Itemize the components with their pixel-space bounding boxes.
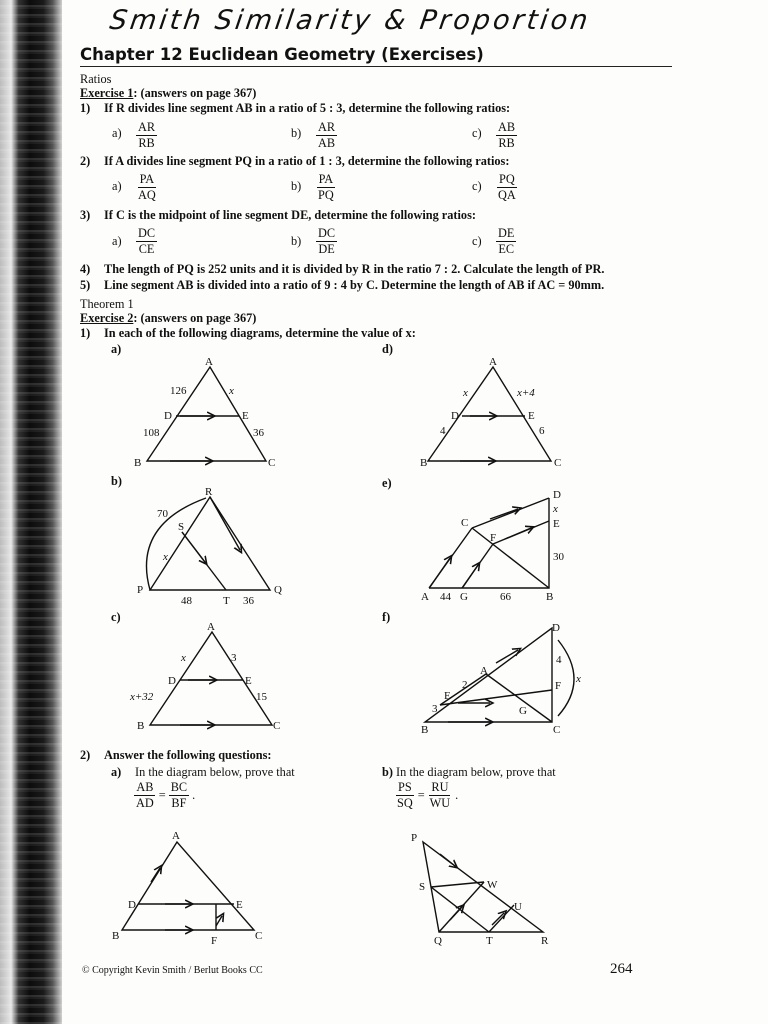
fig-b-length-arc: 70 (157, 508, 168, 520)
diagram-b-label: b) (111, 474, 122, 488)
fig-e-label-D: D (553, 489, 561, 501)
fig-f-label-B: B (421, 724, 429, 736)
fig-d-label-C: C (554, 457, 562, 469)
fig-e-label-B: B (546, 591, 554, 603)
fig-f-length-ea: 2 (462, 679, 468, 691)
fig-2b-label-W: W (487, 879, 498, 891)
fig-d-length-ae: x+4 (517, 387, 535, 399)
fig-b-label-P: P (137, 584, 144, 596)
fig-c-label-E: E (245, 675, 252, 687)
fig-d-length-ad: x (463, 387, 468, 399)
fig-c-label-C: C (273, 720, 281, 732)
ex1-q2: 2) If A divides line segment PQ in a ratio of 1 : 3, determine the following ratios: (80, 154, 510, 168)
fig-f-length-be: 3 (432, 703, 438, 715)
fig-2b-label-T: T (486, 935, 493, 947)
fig-f-label-A: A (480, 665, 488, 677)
ex1-q1-part-label: c) (472, 126, 482, 140)
fig-a-label-C: C (268, 457, 276, 469)
fig-2a-label-A: A (172, 830, 180, 842)
ex1-q2-part-label: b) (291, 179, 302, 193)
fig-2a-label-C: C (255, 930, 263, 942)
fig-f-length-x: x (576, 673, 581, 685)
fig-e-length-ag: 44 (440, 591, 451, 603)
ex1-q1-fraction: $\frac{AB}{RB}$ (498, 120, 516, 150)
fig-b-label-S: S (178, 521, 185, 533)
copyright-footer: © Copyright Kevin Smith / Berlut Books CC (82, 965, 263, 976)
fig-2b-label-U: U (514, 901, 522, 913)
fig-a-length-ec: 36 (253, 427, 264, 439)
theorem-heading: Theorem 1 (80, 297, 134, 311)
fig-2b-label-R: R (541, 935, 549, 947)
fig-c-label-A: A (207, 621, 215, 633)
ex1-q1-part-label: a) (112, 126, 122, 140)
handwritten-title: Smith Similarity & Proportion (107, 5, 593, 36)
ex1-q1-part-label: b) (291, 126, 302, 140)
fig-e-length-gb: 66 (500, 591, 511, 603)
ex1-q4: 4) The length of PQ is 252 units and it is divided by R in the ratio 7 : 2. Calculate the length of PR. (80, 262, 605, 276)
ex2-q1: 1) In each of the following diagrams, determine the value of x: (80, 326, 416, 340)
diagram-d-label: d) (382, 342, 393, 356)
ex2-q2b: b) In the diagram below, prove that (382, 765, 556, 779)
fig-d-label-B: B (420, 457, 428, 469)
ex1-q3: 3) If C is the midpoint of line segment DE, determine the following ratios: (80, 208, 476, 222)
exercise-2-heading: Exercise 2: (answers on page 367) (80, 311, 257, 325)
fig-2a-label-D: D (128, 899, 136, 911)
fig-e-label-E: E (553, 518, 560, 530)
fig-2b-label-P: P (411, 832, 418, 844)
fig-c-length-ec: 15 (256, 691, 267, 703)
fig-f-label-F: F (555, 680, 562, 692)
fig-f-label-D: D (552, 622, 560, 634)
fig-c-length-db: x+32 (130, 691, 154, 703)
q2b-equation: $\frac{PS}{SQ}$ = $\frac{RU}{WU}$ . (397, 780, 459, 810)
fig-c-length-ad: x (181, 652, 186, 664)
fig-2b-label-S: S (419, 881, 426, 893)
fig-a-label-D: D (164, 410, 172, 422)
ex2-q2a: a) In the diagram below, prove that (111, 765, 295, 779)
fig-b-label-T: T (223, 595, 230, 607)
fig-f-label-G: G (519, 705, 527, 717)
fig-c-label-B: B (137, 720, 145, 732)
diagram-f-label: f) (382, 610, 391, 624)
fig-e-label-C: C (461, 517, 469, 529)
fig-2a-label-F: F (211, 935, 218, 947)
ex1-q3-fraction: $\frac{DC}{DE}$ (318, 226, 336, 256)
fig-e-label-F: F (490, 532, 497, 544)
fig-c-length-ae: 3 (231, 652, 237, 664)
fig-d-length-db: 4 (440, 425, 446, 437)
fig-a-label-E: E (242, 410, 249, 422)
diagram-e-label: e) (382, 476, 392, 490)
fig-2a-label-B: B (112, 930, 120, 942)
fig-d-label-A: A (489, 356, 497, 368)
fig-a-length-ad: 126 (170, 385, 187, 397)
diagram-e (429, 498, 549, 588)
fig-b-label-R: R (205, 486, 213, 498)
ex1-q5: 5) Line segment AB is divided into a ratio of 9 : 4 by C. Determine the length of AB if AC = 90mm. (80, 278, 605, 292)
ex1-q3-part-label: a) (112, 234, 122, 248)
fig-f-label-C: C (553, 724, 561, 736)
fig-f-length-df: 4 (556, 654, 562, 666)
fig-a-label-B: B (134, 457, 142, 469)
ex1-q2-part-label: a) (112, 179, 122, 193)
diagram-f (425, 628, 574, 722)
ex1-q1: 1) If R divides line segment AB in a ratio of 5 : 3, determine the following ratios: (80, 101, 511, 115)
fig-a-label-A: A (205, 356, 213, 368)
ex1-q3-fraction: $\frac{DE}{EC}$ (498, 226, 515, 256)
fig-e-length-dx: x (553, 503, 558, 515)
ex1-q1-fraction: $\frac{AR}{RB}$ (138, 120, 156, 150)
fig-e-label-G: G (460, 591, 468, 603)
fig-a-length-db: 108 (143, 427, 160, 439)
ex1-q2-fraction: $\frac{PA}{PQ}$ (318, 172, 334, 202)
diagram-a-label: a) (111, 342, 122, 356)
fig-c-label-D: D (168, 675, 176, 687)
ex1-q3-part-label: b) (291, 234, 302, 248)
fig-b-length-pt: 48 (181, 595, 192, 607)
diagram-2a (122, 842, 254, 930)
ex1-q2-fraction: $\frac{PA}{AQ}$ (138, 172, 156, 202)
ex1-q3-part-label: c) (472, 234, 482, 248)
ex1-q3-fraction: $\frac{DC}{CE}$ (138, 226, 156, 256)
ex1-q2-part-label: c) (472, 179, 482, 193)
ex1-q2-fraction: $\frac{PQ}{QA}$ (498, 172, 516, 202)
fig-f-label-E: E (444, 690, 451, 702)
fig-e-length-eb: 30 (553, 551, 564, 563)
page-number: 264 (610, 961, 633, 977)
fig-b-length-sx: x (163, 551, 168, 563)
diagram-2b (423, 842, 543, 932)
diagram-c-label: c) (111, 610, 121, 624)
fig-d-length-ec: 6 (539, 425, 545, 437)
fig-2b-label-Q: Q (434, 935, 442, 947)
fig-a-length-ae: x (229, 385, 234, 397)
chapter-title: Chapter 12 Euclidean Geometry (Exercises) (80, 45, 484, 64)
ex2-q2: 2) Answer the following questions: (80, 748, 272, 762)
fig-2a-label-E: E (236, 899, 243, 911)
exercise-1-heading: Exercise 1: (answers on page 367) (80, 86, 257, 100)
section-ratios: Ratios (80, 72, 112, 86)
fig-d-label-E: E (528, 410, 535, 422)
fig-d-label-D: D (451, 410, 459, 422)
fig-b-label-Q: Q (274, 584, 282, 596)
fig-b-length-tq: 36 (243, 595, 254, 607)
ex1-q1-fraction: $\frac{AR}{AB}$ (318, 120, 336, 150)
fig-e-label-A: A (421, 591, 429, 603)
q2a-equation: $\frac{AB}{AD}$ = $\frac{BC}{BF}$ . (136, 780, 196, 810)
